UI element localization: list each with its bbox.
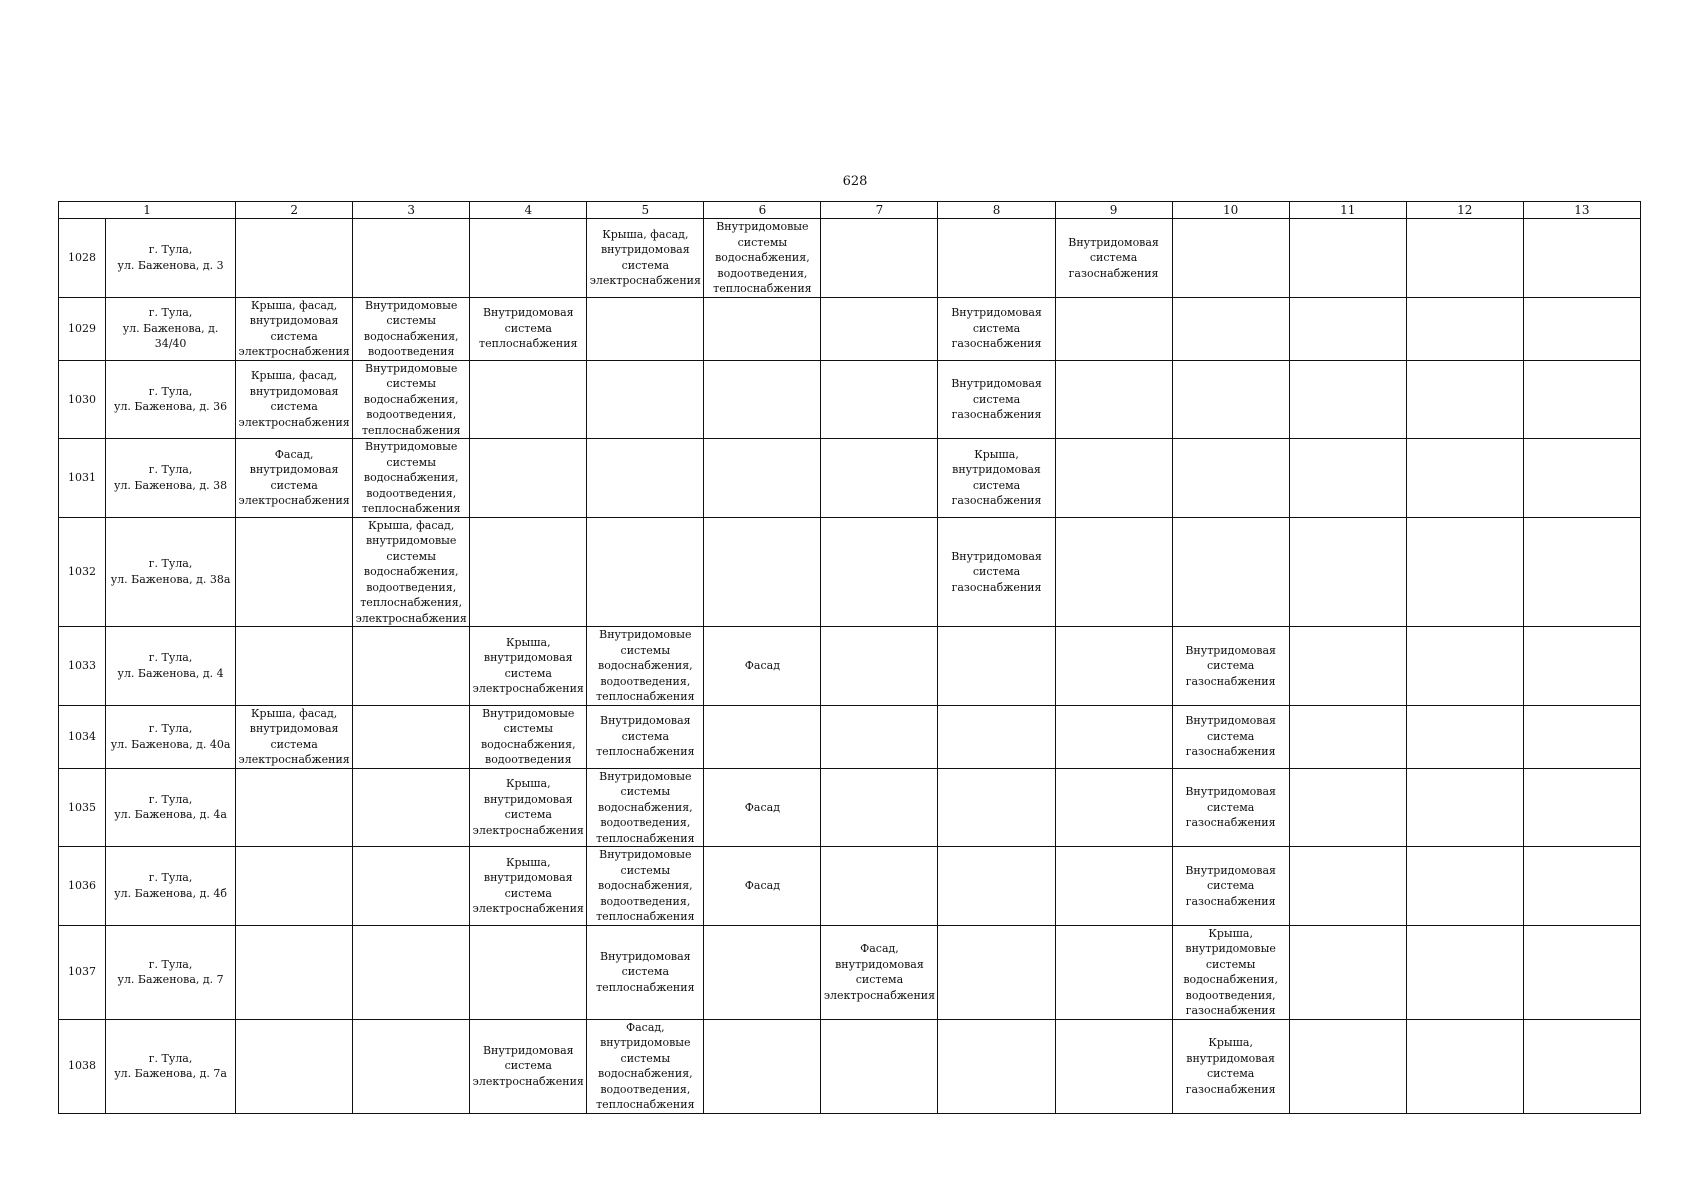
- row-number: 1033: [59, 627, 106, 706]
- work-text: Внутридомовая система газоснабжения: [951, 377, 1042, 421]
- work-cell-col-9: [1055, 627, 1172, 706]
- work-cell-col-9: [1055, 705, 1172, 768]
- work-cell-col-7: [821, 768, 938, 847]
- column-header-8: 8: [938, 202, 1055, 219]
- work-cell-col-3: [353, 925, 470, 1019]
- work-cell-col-13: [1523, 847, 1640, 926]
- work-cell-col-12: [1406, 627, 1523, 706]
- work-cell-col-7: [821, 360, 938, 439]
- page-number: 628: [842, 174, 868, 189]
- work-cell-col-7: [821, 847, 938, 926]
- work-cell-col-10: [1172, 297, 1289, 360]
- work-cell-col-2: [236, 297, 353, 360]
- work-cell-col-11: [1289, 705, 1406, 768]
- work-cell-col-2: [236, 705, 353, 768]
- work-text: Крыша, фасад, внутридомовая система электроснабжения: [589, 227, 701, 288]
- table-row: [59, 1019, 1641, 1113]
- work-text: Крыша, внутридомовая система газоснабжения: [951, 447, 1042, 508]
- work-cell-col-2: [236, 517, 353, 627]
- work-cell-col-11: [1289, 297, 1406, 360]
- work-text: Внутридомовая система газоснабжения: [1185, 785, 1276, 829]
- work-cell-col-2: [236, 439, 353, 518]
- work-cell-col-2: [236, 768, 353, 847]
- work-cell-col-5: [587, 219, 704, 298]
- table-row: [59, 847, 1641, 926]
- address-cell: [106, 768, 236, 847]
- work-cell-col-8: [938, 360, 1055, 439]
- work-text: Внутридомовые системы водоснабжения, водоотведения, теплоснабжения: [361, 361, 461, 437]
- work-cell-col-10: [1172, 847, 1289, 926]
- work-text: Внутридомовая система теплоснабжения: [596, 949, 695, 994]
- work-cell-col-8: [938, 219, 1055, 298]
- work-cell-col-12: [1406, 768, 1523, 847]
- work-cell-col-2: [236, 1019, 353, 1113]
- work-cell-col-10: [1172, 1019, 1289, 1113]
- work-text: Крыша, внутридомовая система электроснабжения: [472, 635, 584, 696]
- work-cell-col-12: [1406, 847, 1523, 926]
- address-text: г. Тула, ул. Баженова, д. 7: [117, 957, 224, 986]
- work-text: Крыша, фасад, внутридомовая система электроснабжения: [238, 706, 350, 766]
- address-text: г. Тула, ул. Баженова, д. 4а: [114, 792, 227, 822]
- work-cell-col-8: [938, 847, 1055, 926]
- work-cell-col-8: [938, 768, 1055, 847]
- work-cell-col-8: [938, 627, 1055, 706]
- address-text: г. Тула, ул. Баженова, д. 4: [117, 651, 224, 680]
- address-cell: [106, 705, 236, 768]
- work-cell-col-10: [1172, 768, 1289, 847]
- column-header-13: 13: [1523, 202, 1640, 219]
- work-cell-col-4: [470, 1019, 587, 1113]
- work-cell-col-12: [1406, 925, 1523, 1019]
- work-cell-col-3: [353, 219, 470, 298]
- work-text: Фасад, внутридомовые системы водоснабжения, водоотведения, теплоснабжения: [596, 1020, 695, 1111]
- work-text: Внутридомовая система газоснабжения: [1185, 714, 1276, 759]
- work-cell-col-3: [353, 1019, 470, 1113]
- work-cell-col-8: [938, 925, 1055, 1019]
- work-cell-col-13: [1523, 705, 1640, 768]
- column-header-11: 11: [1289, 202, 1406, 219]
- work-text: Внутридомовая система газоснабжения: [951, 549, 1042, 594]
- work-cell-col-10: [1172, 219, 1289, 298]
- work-cell-col-4: [470, 705, 587, 768]
- work-cell-col-8: [938, 1019, 1055, 1113]
- table-row: [59, 705, 1641, 768]
- work-cell-col-11: [1289, 1019, 1406, 1113]
- address-cell: [106, 925, 236, 1019]
- address-cell: [106, 627, 236, 706]
- address-text: г. Тула, ул. Баженова, д. 34/40: [122, 306, 219, 351]
- work-text: Внутридомовые системы водоснабжения, водоотведения, теплоснабжения: [361, 440, 461, 515]
- work-cell-col-6: [704, 847, 821, 926]
- table-row: [59, 297, 1641, 360]
- work-cell-col-10: [1172, 517, 1289, 627]
- table-row: [59, 219, 1641, 298]
- work-cell-col-13: [1523, 517, 1640, 627]
- work-cell-col-3: [353, 847, 470, 926]
- work-cell-col-4: [470, 219, 587, 298]
- table-row: [59, 360, 1641, 439]
- work-cell-col-13: [1523, 768, 1640, 847]
- address-text: г. Тула, ул. Баженова, д. 36: [113, 384, 228, 414]
- work-cell-col-5: [587, 297, 704, 360]
- work-cell-col-7: [821, 705, 938, 768]
- work-cell-col-9: [1055, 925, 1172, 1019]
- table-row: [59, 439, 1641, 518]
- work-cell-col-12: [1406, 360, 1523, 439]
- work-cell-col-11: [1289, 517, 1406, 627]
- work-cell-col-5: [587, 705, 704, 768]
- work-cell-col-11: [1289, 439, 1406, 518]
- work-cell-col-10: [1172, 925, 1289, 1019]
- work-cell-col-3: [353, 768, 470, 847]
- work-cell-col-5: [587, 768, 704, 847]
- work-cell-col-13: [1523, 925, 1640, 1019]
- work-text: Крыша, внутридомовые системы водоснабжения, водоотведения, газоснабжения: [1183, 926, 1278, 1017]
- work-cell-col-13: [1523, 219, 1640, 298]
- work-cell-col-6: [704, 627, 821, 706]
- address-cell: [106, 1019, 236, 1113]
- work-cell-col-3: [353, 297, 470, 360]
- work-text: Фасад: [744, 800, 780, 814]
- work-cell-col-11: [1289, 219, 1406, 298]
- work-cell-col-6: [704, 360, 821, 439]
- work-cell-col-5: [587, 439, 704, 518]
- work-cell-col-3: [353, 517, 470, 627]
- work-text: Внутридомовые системы водоснабжения, водоотведения, теплоснабжения: [596, 628, 695, 703]
- work-cell-col-5: [587, 517, 704, 627]
- work-cell-col-9: [1055, 219, 1172, 298]
- address-cell: [106, 360, 236, 439]
- work-cell-col-4: [470, 925, 587, 1019]
- row-number: 1029: [59, 297, 106, 360]
- work-cell-col-7: [821, 219, 938, 298]
- work-cell-col-6: [704, 768, 821, 847]
- work-cell-col-12: [1406, 297, 1523, 360]
- work-cell-col-5: [587, 360, 704, 439]
- work-text: Фасад, внутридомовая система электроснабжения: [823, 942, 936, 1002]
- column-header-5: 5: [587, 202, 704, 219]
- row-number: 1030: [59, 360, 106, 439]
- row-number: 1038: [59, 1019, 106, 1113]
- work-text: Внутридомовые системы водоснабжения, водоотведения, теплоснабжения: [713, 220, 812, 295]
- work-cell-col-8: [938, 297, 1055, 360]
- column-header-4: 4: [470, 202, 587, 219]
- work-cell-col-7: [821, 1019, 938, 1113]
- table-row: [59, 517, 1641, 627]
- work-cell-col-2: [236, 219, 353, 298]
- work-text: Внутридомовые системы водоснабжения, водоотведения: [363, 298, 459, 358]
- address-cell: [106, 439, 236, 518]
- work-cell-col-3: [353, 439, 470, 518]
- work-cell-col-9: [1055, 1019, 1172, 1113]
- work-cell-col-6: [704, 705, 821, 768]
- work-cell-col-9: [1055, 360, 1172, 439]
- work-cell-col-9: [1055, 297, 1172, 360]
- work-cell-col-10: [1172, 627, 1289, 706]
- row-number: 1035: [59, 768, 106, 847]
- table-body: [59, 219, 1641, 1114]
- work-cell-col-9: [1055, 847, 1172, 926]
- work-text: Фасад: [744, 879, 780, 892]
- work-cell-col-13: [1523, 439, 1640, 518]
- work-text: Внутридомовая система газоснабжения: [1185, 863, 1276, 908]
- work-text: Крыша, внутридомовая система электроснабжения: [472, 777, 584, 837]
- work-cell-col-13: [1523, 297, 1640, 360]
- work-cell-col-11: [1289, 627, 1406, 706]
- table-row: [59, 925, 1641, 1019]
- work-cell-col-9: [1055, 517, 1172, 627]
- work-cell-col-8: [938, 439, 1055, 518]
- work-text: Крыша, внутридомовая система электроснабжения: [472, 855, 584, 916]
- work-text: Внутридомовая система теплоснабжения: [479, 306, 578, 351]
- address-cell: [106, 517, 236, 627]
- work-cell-col-5: [587, 847, 704, 926]
- work-text: Крыша, внутридомовая система газоснабжения: [1185, 1036, 1276, 1096]
- row-number: 1037: [59, 925, 106, 1019]
- column-header-3: 3: [353, 202, 470, 219]
- work-cell-col-12: [1406, 705, 1523, 768]
- work-cell-col-6: [704, 517, 821, 627]
- work-text: Внутридомовая система электроснабжения: [472, 1043, 584, 1088]
- work-cell-col-6: [704, 297, 821, 360]
- work-cell-col-6: [704, 439, 821, 518]
- work-text: Внутридомовые системы водоснабжения, водоотведения, теплоснабжения: [596, 769, 695, 845]
- work-cell-col-8: [938, 705, 1055, 768]
- row-number: 1034: [59, 705, 106, 768]
- work-cell-col-12: [1406, 439, 1523, 518]
- work-cell-col-3: [353, 627, 470, 706]
- address-cell: [106, 847, 236, 926]
- address-text: г. Тула, ул. Баженова, д. 7а: [114, 1051, 227, 1080]
- work-cell-col-2: [236, 627, 353, 706]
- row-number: 1032: [59, 517, 106, 627]
- work-text: Крыша, фасад, внутридомовая система электроснабжения: [238, 369, 350, 429]
- work-text: Внутридомовая система теплоснабжения: [596, 714, 695, 759]
- work-cell-col-6: [704, 219, 821, 298]
- work-text: Внутридомовая система газоснабжения: [1068, 235, 1159, 280]
- work-cell-col-9: [1055, 439, 1172, 518]
- work-cell-col-3: [353, 360, 470, 439]
- work-cell-col-2: [236, 360, 353, 439]
- address-text: г. Тула, ул. Баженова, д. 38: [113, 463, 228, 492]
- column-header-10: 10: [1172, 202, 1289, 219]
- address-cell: [106, 297, 236, 360]
- work-text: Фасад, внутридомовая система электроснабжения: [238, 447, 350, 508]
- row-number: 1031: [59, 439, 106, 518]
- table-row: [59, 768, 1641, 847]
- work-cell-col-7: [821, 925, 938, 1019]
- work-cell-col-10: [1172, 439, 1289, 518]
- work-text: Внутридомовая система газоснабжения: [951, 306, 1042, 351]
- work-cell-col-12: [1406, 219, 1523, 298]
- work-cell-col-13: [1523, 360, 1640, 439]
- column-header-6: 6: [704, 202, 821, 219]
- address-text: г. Тула, ул. Баженова, д. 4б: [114, 871, 227, 900]
- address-text: г. Тула, ул. Баженова, д. 3: [117, 243, 224, 272]
- work-cell-col-7: [821, 517, 938, 627]
- work-cell-col-4: [470, 627, 587, 706]
- column-header-2: 2: [236, 202, 353, 219]
- column-header-12: 12: [1406, 202, 1523, 219]
- work-cell-col-10: [1172, 705, 1289, 768]
- table-header: [59, 202, 1641, 219]
- work-cell-col-11: [1289, 847, 1406, 926]
- row-number: 1028: [59, 219, 106, 298]
- address-cell: [106, 219, 236, 298]
- work-cell-col-2: [236, 847, 353, 926]
- work-cell-col-4: [470, 297, 587, 360]
- work-cell-col-13: [1523, 627, 1640, 706]
- work-text: Крыша, фасад, внутридомовые системы водоснабжения, водоотведения, теплоснабжения, электроснабжения: [355, 518, 467, 625]
- header-row: [59, 202, 1641, 219]
- work-cell-col-9: [1055, 768, 1172, 847]
- work-cell-col-10: [1172, 360, 1289, 439]
- work-cell-col-3: [353, 705, 470, 768]
- column-header-7: 7: [821, 202, 938, 219]
- work-text: Крыша, фасад, внутридомовая система электроснабжения: [238, 298, 350, 358]
- work-cell-col-13: [1523, 1019, 1640, 1113]
- work-cell-col-11: [1289, 925, 1406, 1019]
- work-cell-col-12: [1406, 1019, 1523, 1113]
- work-cell-col-4: [470, 847, 587, 926]
- work-cell-col-6: [704, 925, 821, 1019]
- repair-schedule-table: [58, 201, 1641, 1114]
- work-cell-col-4: [470, 517, 587, 627]
- column-header-1: 1: [59, 202, 236, 219]
- work-cell-col-2: [236, 925, 353, 1019]
- work-cell-col-11: [1289, 768, 1406, 847]
- work-cell-col-12: [1406, 517, 1523, 627]
- address-text: г. Тула, ул. Баженова, д. 40а: [110, 722, 231, 751]
- work-cell-col-7: [821, 627, 938, 706]
- address-text: г. Тула, ул. Баженова, д. 38а: [110, 557, 231, 586]
- work-text: Внутридомовые системы водоснабжения, водоотведения, теплоснабжения: [596, 848, 695, 923]
- work-text: Внутридомовые системы водоснабжения, водоотведения: [480, 706, 576, 766]
- row-number: 1036: [59, 847, 106, 926]
- column-header-9: 9: [1055, 202, 1172, 219]
- work-cell-col-4: [470, 439, 587, 518]
- work-cell-col-5: [587, 925, 704, 1019]
- work-text: Внутридомовая система газоснабжения: [1185, 643, 1276, 688]
- work-cell-col-8: [938, 517, 1055, 627]
- work-cell-col-4: [470, 768, 587, 847]
- work-cell-col-5: [587, 1019, 704, 1113]
- work-cell-col-11: [1289, 360, 1406, 439]
- work-cell-col-5: [587, 627, 704, 706]
- work-cell-col-4: [470, 360, 587, 439]
- work-cell-col-7: [821, 439, 938, 518]
- work-cell-col-7: [821, 297, 938, 360]
- work-cell-col-6: [704, 1019, 821, 1113]
- work-text: Фасад: [744, 659, 780, 672]
- table-row: [59, 627, 1641, 706]
